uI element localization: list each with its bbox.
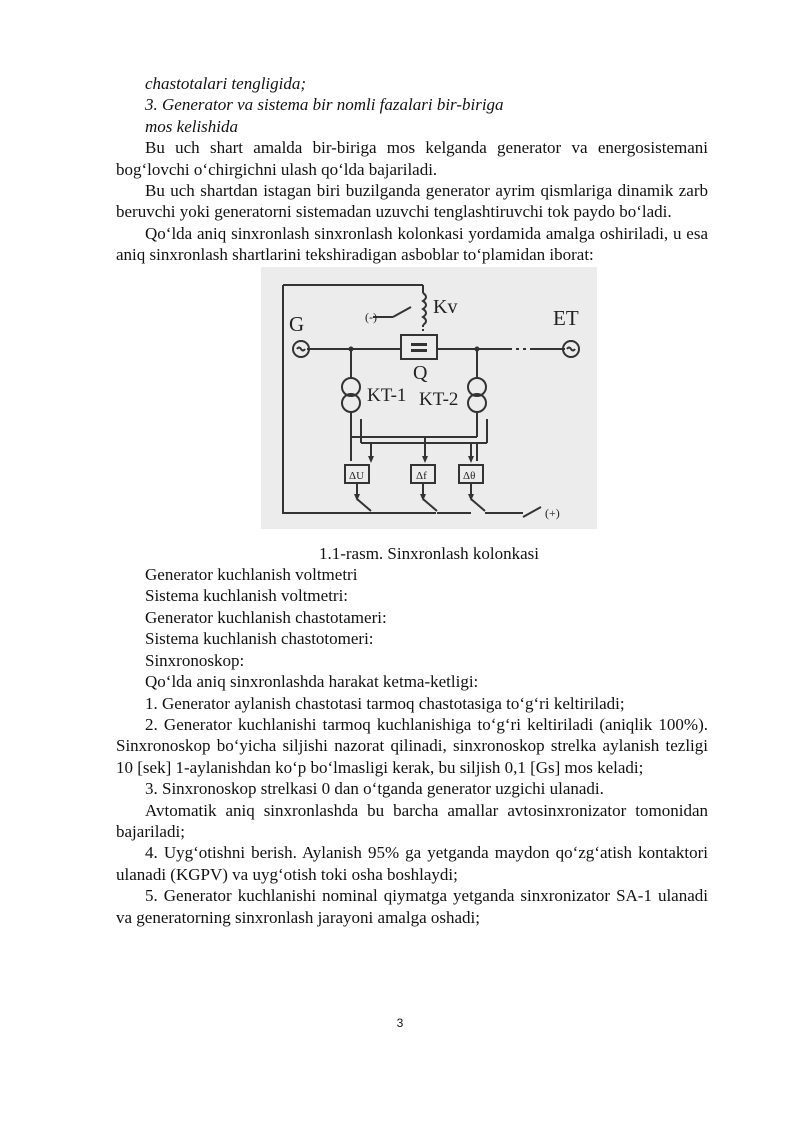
paragraph: 5. Generator kuchlanishi nominal qiymatga yetganda sinxronizator SA-1 ulanadi va generatorning sinxronlash jarayoni amalga oshadi; [116, 886, 708, 927]
label-kt1: KT-1 [367, 384, 407, 406]
box-delta-f: Δf [416, 469, 427, 482]
text-line: 3. Generator va sistema bir nomli fazalari bir-biriga [145, 95, 504, 115]
list-item: Sistema kuchlanish chastotomeri: [145, 629, 374, 649]
list-item: Generator kuchlanish chastotameri: [145, 607, 387, 627]
box-delta-u: ΔU [349, 469, 365, 482]
label-q: Q [413, 361, 428, 384]
label-kv: Kv [433, 295, 458, 318]
label-g: G [289, 311, 305, 336]
text-line: mos kelishida [145, 116, 239, 136]
paragraph: Avtomatik aniq sinxronlashda bu barcha amallar avtosinxronizator tomonidan bajariladi; [116, 800, 708, 841]
paragraph: 2. Generator kuchlanishi tarmoq kuchlanishiga to‘g‘ri keltiriladi (aniqlik 100%). Sinxronoskop bo‘yicha siljishi nazorat qilinadi, sinxronoskop strelka aylanish tezligi 10 [sek] 1-aylanishdan ko‘p bo‘lmasligi kerak, bu siljish 0,1 [Gs] mos keladi; [116, 714, 708, 777]
figure-caption: 1.1-rasm. Sinxronlash kolonkasi [318, 543, 540, 563]
paragraph: 4. Uyg‘otishni berish. Aylanish 95% ga yetganda maydon qo‘zg‘atish kontaktori ulanadi (KGPV) va uyg‘otish toki osha boshlaydi; [116, 843, 708, 884]
list-item: 1. Generator aylanish chastotasi tarmoq chastotasiga to‘g‘ri keltiriladi; [145, 693, 625, 713]
label-plus: (+) [545, 505, 560, 520]
paragraph: 3. Sinxronoskop strelkasi 0 dan o‘tganda generator uzgichi ulanadi. [145, 779, 604, 799]
label-minus: (-) [365, 309, 377, 324]
page-number: 3 [396, 1016, 404, 1030]
box-delta-theta: Δθ [463, 469, 476, 482]
list-item: Sinxronoskop: [145, 650, 245, 670]
paragraph: Qo‘lda aniq sinxronlash sinxronlash kolonkasi yordamida amalga oshiriladi, u esa aniq sinxronlash shartlarini tekshiradigan asboblar to‘plamidan iborat: [116, 223, 708, 265]
circuit-diagram [261, 267, 597, 529]
list-item: Sistema kuchlanish voltmetri: [145, 586, 349, 606]
text-line: chastotalari tengligida; [145, 74, 307, 93]
label-et: ET [553, 305, 579, 330]
label-kt2: KT-2 [419, 388, 459, 410]
paragraph: Bu uch shartdan istagan biri buzilganda generator ayrim qismlariga dinamik zarb beruvchi yoki generatorni sistemadan uzuvchi tenglashtiruvchi tok paydo bo‘ladi. [116, 181, 708, 222]
list-item: Generator kuchlanish voltmetri [145, 565, 358, 585]
list-item: Qo‘lda aniq sinxronlashda harakat ketma-ketligi: [145, 672, 479, 692]
paragraph: Bu uch shart amalda bir-biriga mos kelganda generator va energosistemani bog‘lovchi o‘chirgichni ulash qo‘lda bajariladi. [116, 138, 708, 179]
figure-synchronization-column [116, 267, 708, 543]
document-body [116, 73, 708, 928]
